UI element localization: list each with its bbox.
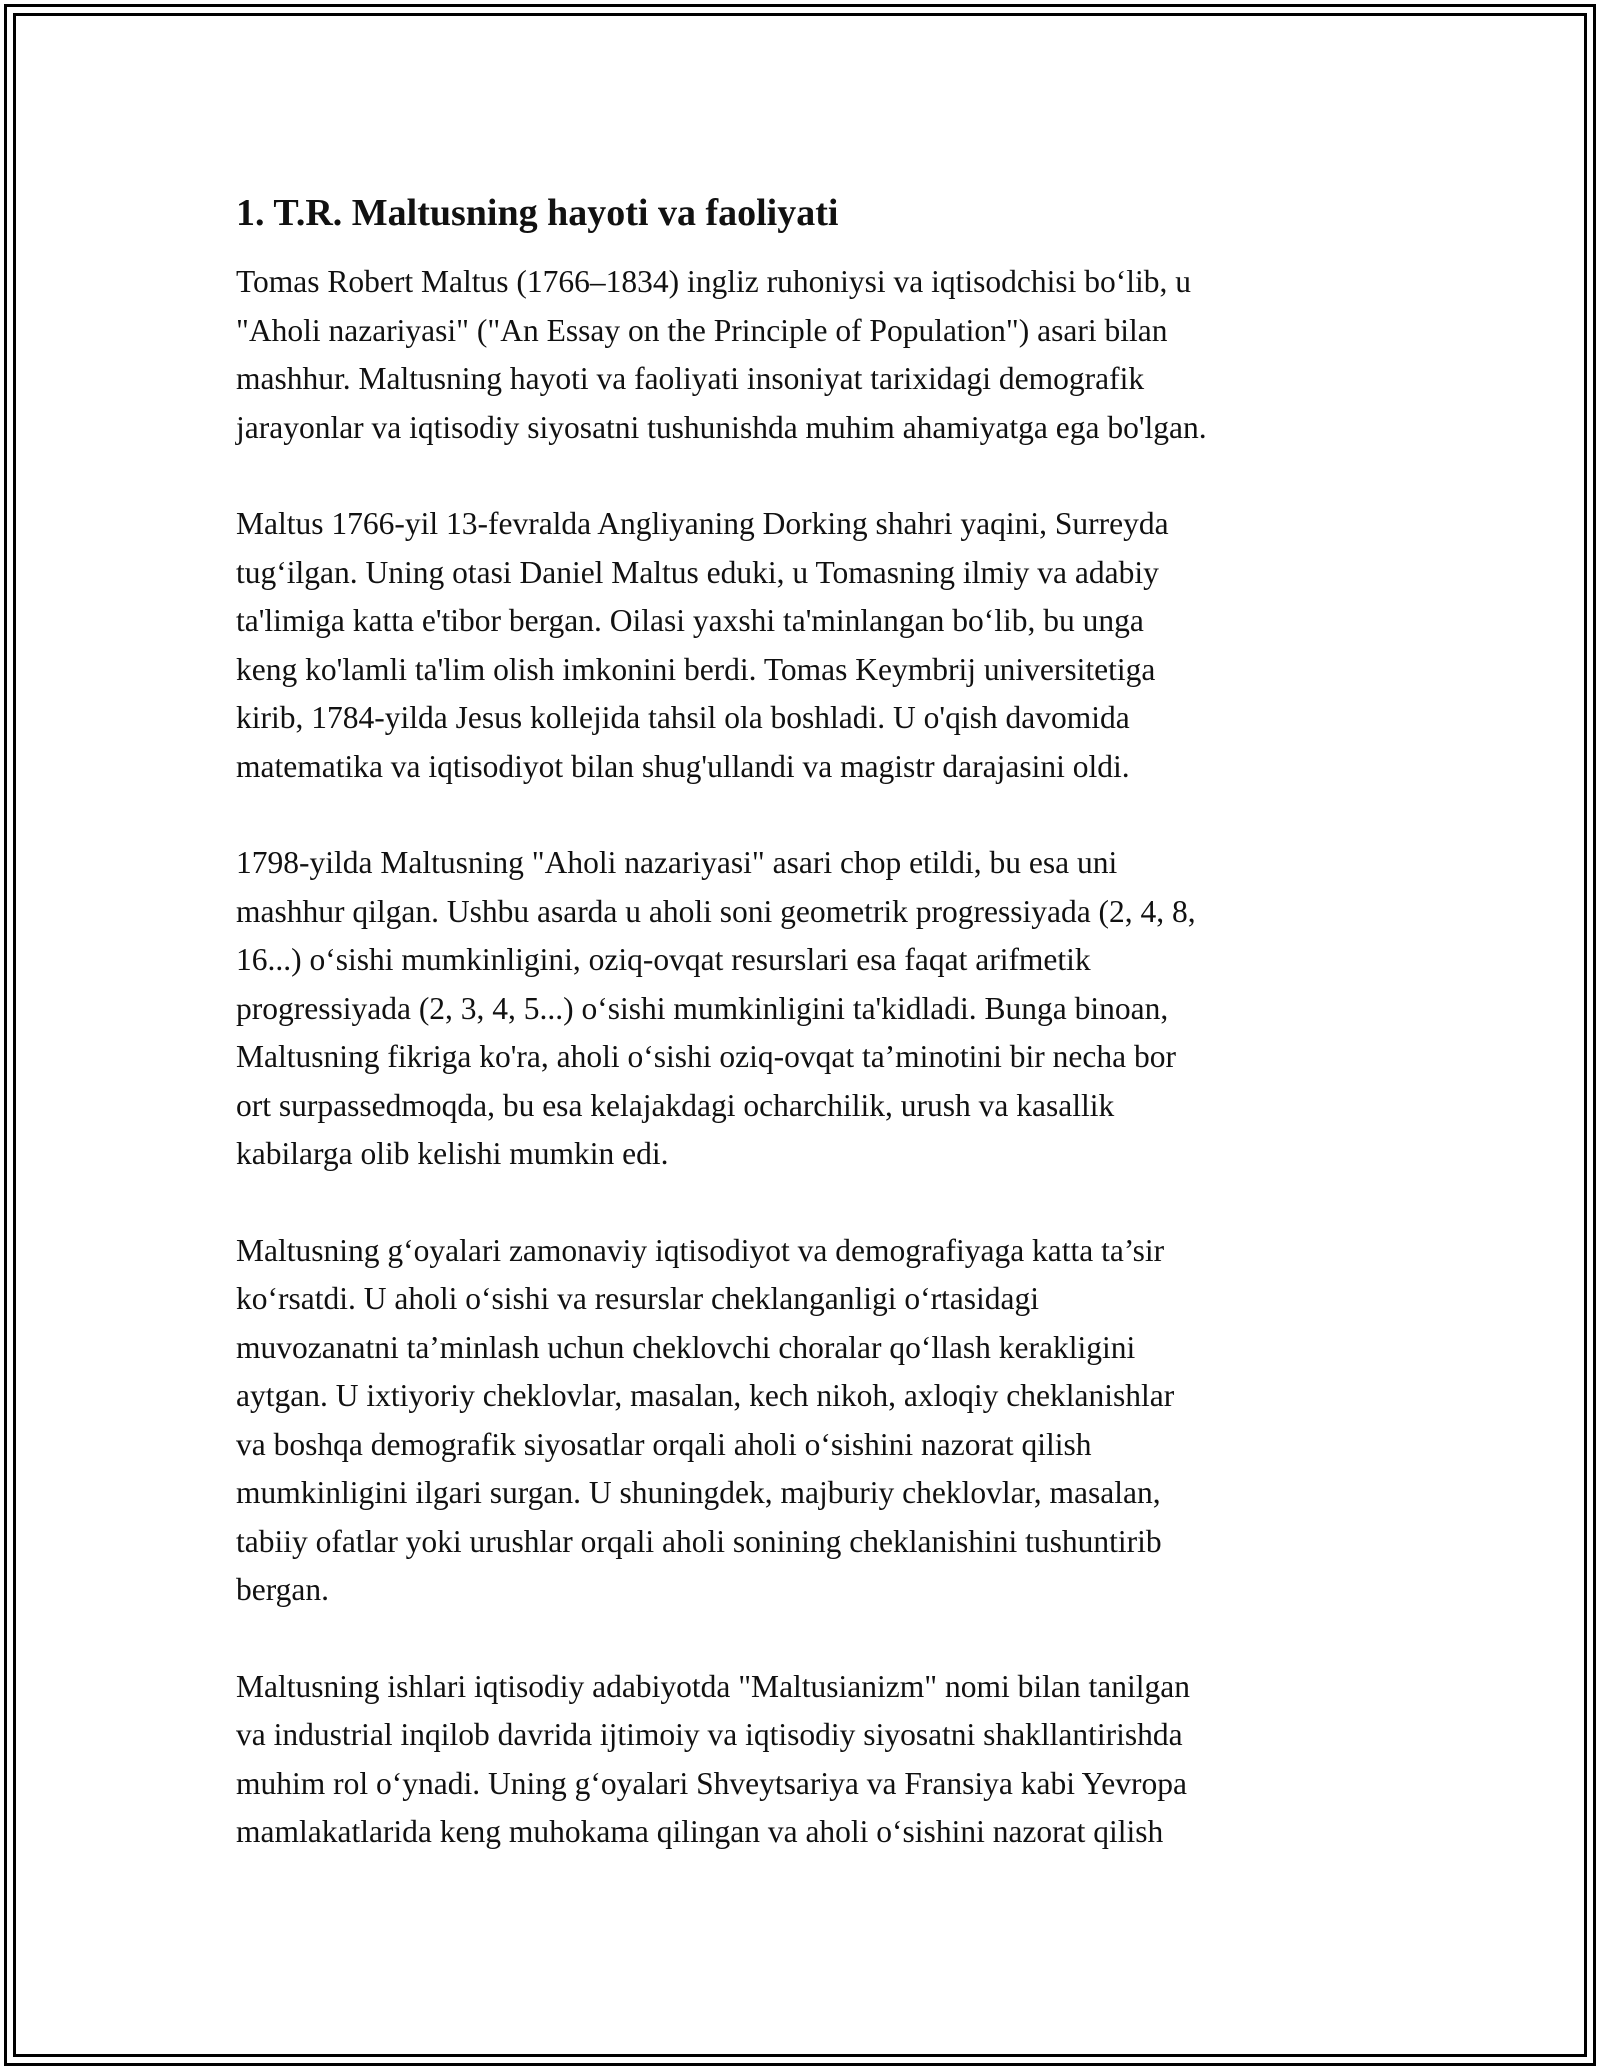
text-line: Maltusning fikriga ko'ra, aholi o‘sishi oziq-ovqat ta’minotini bir necha bor — [236, 1039, 1176, 1074]
text-line: aytgan. U ixtiyoriy cheklovlar, masalan, kech nikoh, axloqiy cheklanishlar — [236, 1378, 1175, 1413]
paragraph — [236, 839, 1396, 1179]
text-line: muvozanatni ta’minlash uchun cheklovchi choralar qo‘llash kerakligini — [236, 1329, 1136, 1365]
text-line: mashhur qilgan. Ushbu asarda u aholi soni geometrik progressiyada (2, 4, 8, — [236, 893, 1196, 929]
text-line: va boshqa demografik siyosatlar orqali aholi o‘sishini nazorat qilish — [236, 1426, 1092, 1462]
text-line: progressiyada (2, 3, 4, 5...) o‘sishi mumkinligini ta'kidladi. Bunga binoan, — [236, 990, 1169, 1026]
text-line: Maltus 1766-yil 13-fevralda Angliyaning Dorking shahri yaqini, Surreyda — [236, 506, 1169, 541]
page-title: 1. T.R. Maltusning hayoti va faoliyati — [236, 192, 839, 234]
text-line: mumkinligini ilgari surgan. U shuningdek, majburiy cheklovlar, masalan, — [236, 1475, 1161, 1510]
paragraph — [236, 1663, 1396, 1857]
text-line: ta'limiga katta e'tibor bergan. Oilasi yaxshi ta'minlangan bo‘lib, bu unga — [236, 603, 1144, 638]
text-line: ort surpassedmoqda, bu esa kelajakdagi ocharchilik, urush va kasallik — [236, 1087, 1115, 1123]
text-line: Maltusning ishlari iqtisodiy adabiyotda "Maltusianizm" nomi bilan tanilgan — [236, 1668, 1190, 1704]
text-line: 16...) o‘sishi mumkinligini, oziq-ovqat resurslari esa faqat arifmetik — [236, 942, 1091, 977]
text-line: 1798-yilda Maltusning "Aholi nazariyasi" asari chop etildi, bu esa uni — [236, 845, 1118, 880]
paragraph-list — [236, 258, 1396, 1857]
text-line: va industrial inqilob davrida ijtimoiy va iqtisodiy siyosatni shakllantirishda — [236, 1717, 1183, 1752]
text-line: bergan. — [236, 1572, 330, 1607]
text-line: mashhur. Maltusning hayoti va faoliyati insoniyat tarixidagi demografik — [236, 361, 1145, 396]
document-body — [236, 188, 1396, 1905]
text-line: tug‘ilgan. Uning otasi Daniel Maltus eduki, u Tomasning ilmiy va adabiy — [236, 554, 1159, 590]
text-line: kirib, 1784-yilda Jesus kollejida tahsil ola boshladi. U o'qish davomida — [236, 700, 1130, 735]
text-line: kabilarga olib kelishi mumkin edi. — [236, 1136, 669, 1171]
paragraph — [236, 500, 1396, 791]
text-line: jarayonlar va iqtisodiy siyosatni tushunishda muhim ahamiyatga ega bo'lgan. — [236, 409, 1207, 445]
text-line: Maltusning g‘oyalari zamonaviy iqtisodiyot va demografiyaga katta ta’sir — [236, 1232, 1165, 1268]
text-line: Tomas Robert Maltus (1766–1834) ingliz ruhoniysi va iqtisodchisi bo‘lib, u — [236, 264, 1191, 299]
text-line: matematika va iqtisodiyot bilan shug'ullandi va magistr darajasini oldi. — [236, 748, 1130, 784]
text-line: ko‘rsatdi. U aholi o‘sishi va resurslar cheklanganligi o‘rtasidagi — [236, 1281, 1040, 1316]
text-line: tabiiy ofatlar yoki urushlar orqali aholi sonining cheklanishini tushuntirib — [236, 1523, 1162, 1559]
text-line: mamlakatlarida keng muhokama qilingan va aholi o‘sishini nazorat qilish — [236, 1814, 1164, 1849]
paragraph — [236, 258, 1396, 452]
text-line: keng ko'lamli ta'lim olish imkonini berdi. Tomas Keymbrij universitetiga — [236, 651, 1156, 687]
paragraph — [236, 1227, 1396, 1615]
text-line: "Aholi nazariyasi" ("An Essay on the Principle of Population") asari bilan — [236, 312, 1168, 348]
text-line: muhim rol o‘ynadi. Uning g‘oyalari Shveytsariya va Fransiya kabi Yevropa — [236, 1765, 1187, 1801]
